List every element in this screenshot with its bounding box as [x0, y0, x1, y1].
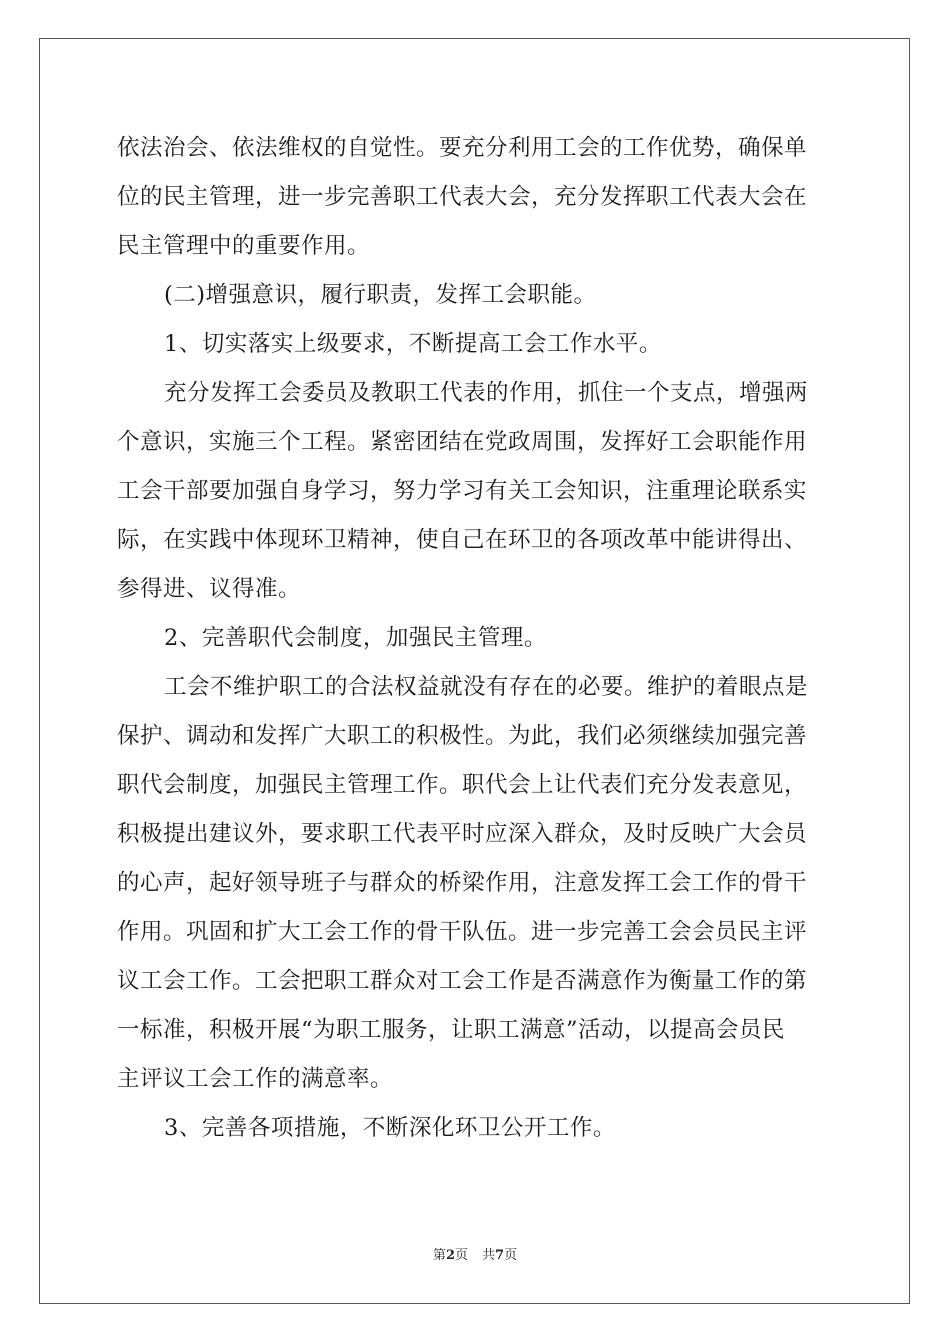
text-line: 参得进、议得准。 — [117, 576, 302, 602]
text-line: 个意识，实施三个工程。紧密团结在党政周围，发挥好工会职能作用 — [117, 429, 808, 455]
page-footer — [0, 1248, 950, 1264]
subsection-heading: 2、完善职代会制度，加强民主管理。 — [164, 625, 547, 651]
page-suffix: 页 — [454, 1248, 468, 1263]
page-total: 7 — [495, 1248, 505, 1263]
text-line: 位的民主管理，进一步完善职工代表大会，充分发挥职工代表大会在 — [117, 184, 808, 210]
text-line: 保护、调动和发挥广大职工的积极性。为此，我们必须继续加强完善 — [117, 723, 808, 749]
total-prefix: 共 — [482, 1248, 496, 1263]
document-body — [117, 124, 833, 1153]
text-line: 工会干部要加强自身学习，努力学习有关工会知识，注重理论联系实 — [117, 478, 808, 504]
text-line: 一标准，积极开展“为职工服务，让职工满意”活动，以提高会员民 — [117, 1017, 786, 1043]
text-line: 作用。巩固和扩大工会工作的骨干队伍。进一步完善工会会员民主评 — [117, 919, 808, 945]
total-suffix: 页 — [504, 1248, 518, 1263]
subsection-heading: 1、切实落实上级要求，不断提高工会工作水平。 — [164, 331, 662, 357]
text-line: 民主管理中的重要作用。 — [117, 233, 371, 259]
text-line: 的心声，起好领导班子与群众的桥梁作用，注意发挥工会工作的骨干 — [117, 870, 808, 896]
page-current: 2 — [445, 1248, 455, 1263]
text-line: 职代会制度，加强民主管理工作。职代会上让代表们充分发表意见， — [117, 772, 808, 798]
text-line: 充分发挥工会委员及教职工代表的作用，抓住一个支点，增强两 — [164, 380, 809, 406]
text-line: 依法治会、依法维权的自觉性。要充分利用工会的工作优势，确保单 — [117, 135, 808, 161]
text-line: 主评议工会工作的满意率。 — [117, 1066, 394, 1092]
text-line: 际，在实践中体现环卫精神，使自己在环卫的各项改革中能讲得出、 — [117, 527, 808, 553]
subsection-heading: 3、完善各项措施，不断深化环卫公开工作。 — [164, 1115, 616, 1141]
text-line: 积极提出建议外，要求职工代表平时应深入群众，及时反映广大会员 — [117, 821, 808, 847]
text-line: 议工会工作。工会把职工群众对工会工作是否满意作为衡量工作的第 — [117, 968, 808, 994]
page-prefix: 第 — [432, 1248, 446, 1263]
text-line: 工会不维护职工的合法权益就没有存在的必要。维护的着眼点是 — [164, 674, 809, 700]
section-heading: (二)增强意识，履行职责，发挥工会职能。 — [164, 282, 597, 308]
